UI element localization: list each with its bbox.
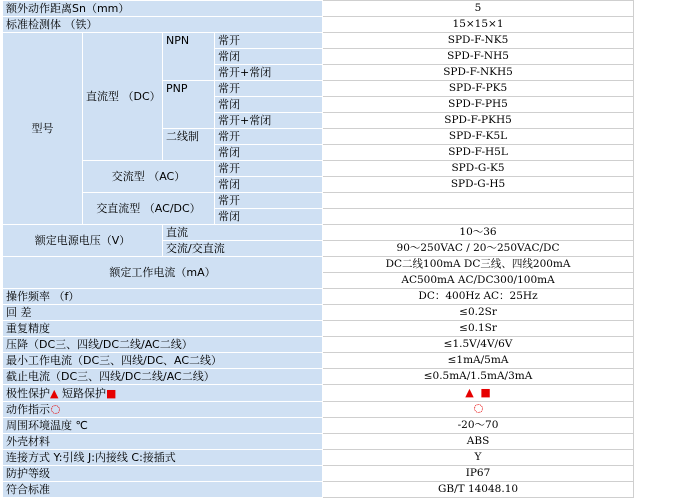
contact-ac-no: 常开	[215, 161, 323, 177]
label-supply-voltage: 额定电源电压（V）	[3, 225, 163, 257]
label-temperature: 周围环境温度 ℃	[3, 418, 323, 434]
red-triangle-icon: ▲	[465, 386, 474, 399]
label-min-current: 最小工作电流（DC三、四线/DC、AC二线）	[3, 353, 323, 369]
row-model-ac-1	[3, 161, 634, 177]
row-model-npn-1	[3, 33, 634, 49]
value-protection	[323, 385, 634, 402]
load-current-line2: AC500mA AC/DC300/100mA	[323, 273, 634, 289]
value-min-current: ≤1mA/5mA	[323, 353, 634, 369]
value-housing: ABS	[323, 434, 634, 450]
contact-npn-nonc: 常开+常闭	[215, 65, 323, 81]
label-pnp: PNP	[163, 81, 215, 129]
label-sensing-distance: 额外动作距离Sn（mm）	[3, 1, 323, 17]
red-square-icon: ■	[480, 386, 491, 399]
value-ip: IP67	[323, 466, 634, 482]
value-standard: GB/T 14048.10	[323, 482, 634, 498]
red-dotted-circle-icon	[51, 405, 60, 414]
value-target: 15×15×1	[323, 17, 634, 33]
voltage-value-dc: 10～36	[323, 225, 634, 241]
contact-acdc-nc: 常闭	[215, 209, 323, 225]
row-frequency	[3, 289, 634, 305]
row-voltage-dc	[3, 225, 634, 241]
label-polarity-protection: 极性保护	[6, 386, 50, 400]
model-npn-nc: SPD-F-NH5	[323, 49, 634, 65]
label-hysteresis: 回 差	[3, 305, 323, 321]
label-off-current: 截止电流（DC三、四线/DC二线/AC二线）	[3, 369, 323, 385]
contact-pnp-nonc: 常开+常闭	[215, 113, 323, 129]
red-square-icon: ■	[105, 386, 117, 400]
row-target	[3, 17, 634, 33]
label-model: 型号	[3, 33, 83, 225]
label-indicator: 动作指示	[6, 403, 50, 416]
model-pnp-nonc: SPD-F-PKH5	[323, 113, 634, 129]
model-ac-nc: SPD-G-H5	[323, 177, 634, 193]
label-short-circuit-protection: 短路保护	[61, 386, 106, 400]
row-sensing-distance	[3, 1, 634, 17]
label-voltage-drop: 压降（DC三、四线/DC二线/AC二线）	[3, 337, 323, 353]
label-standard: 符合标准	[3, 482, 323, 498]
label-protection	[3, 385, 323, 402]
row-ip	[3, 466, 634, 482]
row-temperature	[3, 418, 634, 434]
row-voltage-drop	[3, 337, 634, 353]
model-2wire-no: SPD-F-K5L	[323, 129, 634, 145]
model-acdc-no	[323, 193, 634, 209]
value-off-current: ≤0.5mA/1.5mA/3mA	[323, 369, 634, 385]
voltage-value-ac: 90～250VAC / 20～250VAC/DC	[323, 241, 634, 257]
red-dotted-circle-icon	[474, 404, 483, 413]
label-housing: 外壳材料	[3, 434, 323, 450]
row-off-current	[3, 369, 634, 385]
label-frequency: 操作频率 （f）	[3, 289, 323, 305]
label-ac-type: 交流型 （AC）	[83, 161, 215, 193]
contact-2wire-nc: 常闭	[215, 145, 323, 161]
model-npn-nonc: SPD-F-NKH5	[323, 65, 634, 81]
value-frequency: DC：400Hz AC：25Hz	[323, 289, 634, 305]
row-housing	[3, 434, 634, 450]
row-connection	[3, 450, 634, 466]
contact-npn-no: 常开	[215, 33, 323, 49]
row-indicator	[3, 402, 634, 418]
value-connection: Y	[323, 450, 634, 466]
voltage-type-dc: 直流	[163, 225, 323, 241]
value-indicator	[323, 402, 634, 418]
label-two-wire: 二线制	[163, 129, 215, 161]
value-repeatability: ≤0.1Sr	[323, 321, 634, 337]
load-current-line1: DC二线100mA DC三线、四线200mA	[323, 257, 634, 273]
model-2wire-nc: SPD-F-H5L	[323, 145, 634, 161]
contact-pnp-nc: 常闭	[215, 97, 323, 113]
model-npn-no: SPD-F-NK5	[323, 33, 634, 49]
label-acdc-type: 交直流型 （AC/DC）	[83, 193, 215, 225]
model-pnp-no: SPD-F-PK5	[323, 81, 634, 97]
label-connection: 连接方式 Y:引线 J:内接线 C:接插式	[3, 450, 323, 466]
model-ac-no: SPD-G-K5	[323, 161, 634, 177]
row-current-1	[3, 257, 634, 273]
row-standard	[3, 482, 634, 498]
label-dc-type: 直流型 （DC）	[83, 33, 163, 161]
contact-acdc-no: 常开	[215, 193, 323, 209]
contact-npn-nc: 常闭	[215, 49, 323, 65]
label-repeatability: 重复精度	[3, 321, 323, 337]
label-ip: 防护等级	[3, 466, 323, 482]
voltage-type-ac: 交流/交直流	[163, 241, 323, 257]
value-voltage-drop: ≤1.5V/4V/6V	[323, 337, 634, 353]
spec-table	[2, 0, 634, 498]
row-min-current	[3, 353, 634, 369]
row-repeatability	[3, 321, 634, 337]
value-temperature: -20～70	[323, 418, 634, 434]
row-model-acdc-1	[3, 193, 634, 209]
value-hysteresis: ≤0.2Sr	[323, 305, 634, 321]
contact-pnp-no: 常开	[215, 81, 323, 97]
row-hysteresis	[3, 305, 634, 321]
contact-2wire-no: 常开	[215, 129, 323, 145]
label-load-current: 额定工作电流（mA）	[3, 257, 323, 289]
value-sensing-distance: 5	[323, 1, 634, 17]
label-indicator-cell	[3, 402, 323, 418]
model-pnp-nc: SPD-F-PH5	[323, 97, 634, 113]
contact-ac-nc: 常闭	[215, 177, 323, 193]
row-protection	[3, 385, 634, 402]
label-npn: NPN	[163, 33, 215, 81]
model-acdc-nc	[323, 209, 634, 225]
red-triangle-icon: ▲	[50, 386, 59, 400]
label-target: 标准检测体 （铁）	[3, 17, 323, 33]
